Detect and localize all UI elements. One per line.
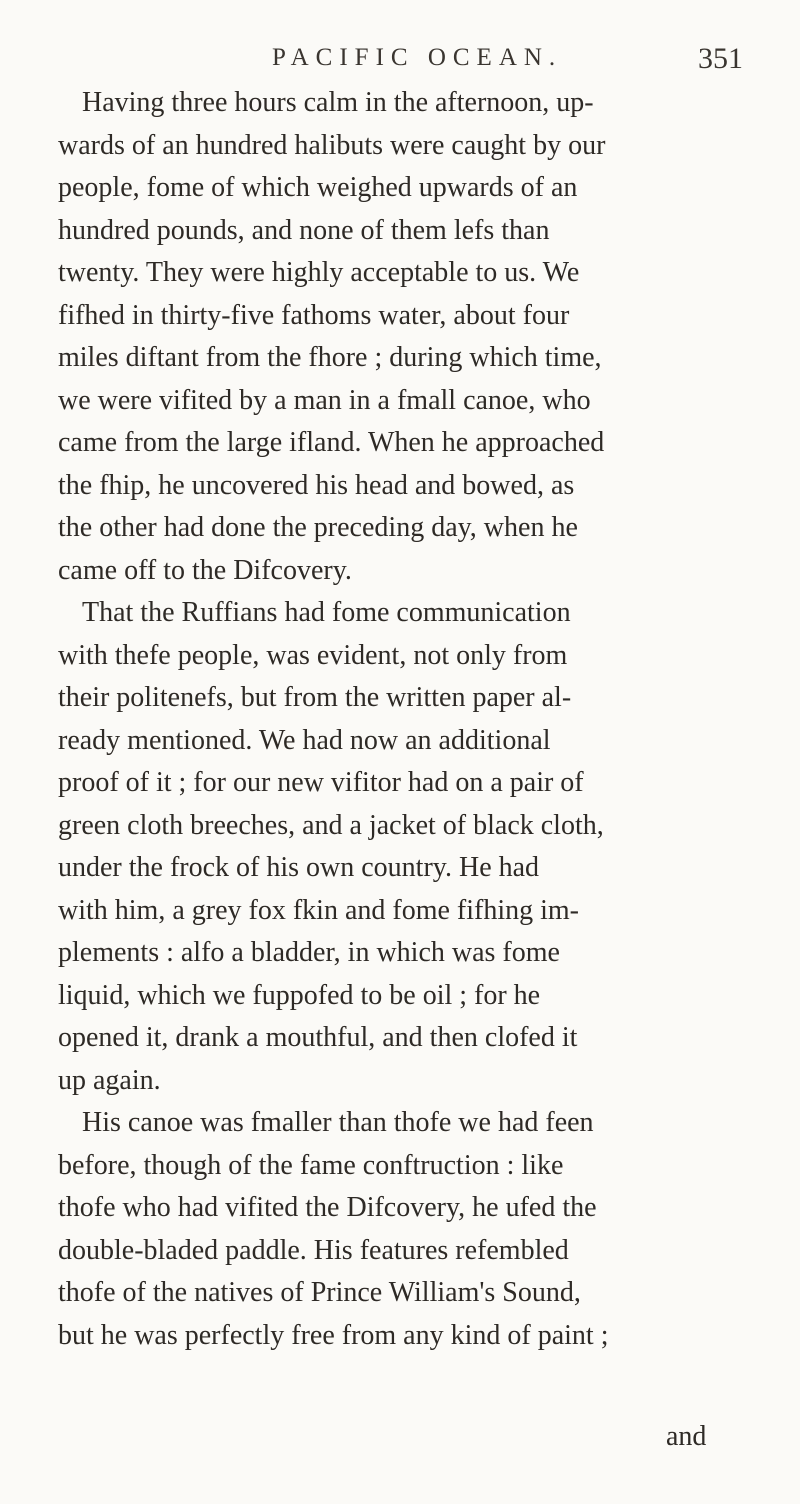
text-line: the other had done the preceding day, when he: [58, 512, 578, 543]
text-line: under the frock of his own country. He had: [58, 852, 540, 883]
text-line: plements : alfo a bladder, in which was fome: [58, 937, 560, 968]
page-number: 351: [698, 42, 743, 75]
text-line: opened it, drank a mouthful, and then clofed it: [58, 1022, 578, 1053]
text-line: That the Ruffians had fome communication: [82, 597, 571, 628]
text-line: people, fome of which weighed upwards of an: [58, 172, 578, 203]
text-line: His canoe was fmaller than thofe we had feen: [82, 1107, 594, 1138]
text-line: hundred pounds, and none of them lefs than: [58, 214, 550, 246]
text-line: came off to the Difcovery.: [58, 554, 352, 586]
text-line: wards of an hundred halibuts were caught by our: [58, 129, 606, 161]
text-line: their politenefs, but from the written paper al-: [58, 682, 572, 713]
text-line: thofe of the natives of Prince William's Sound,: [58, 1277, 581, 1308]
text-line: with him, a grey fox fkin and fome fifhing im-: [58, 894, 579, 926]
text-line: thofe who had vifited the Difcovery, he ufed the: [58, 1192, 597, 1223]
text-line: came from the large ifland. When he approached: [58, 427, 605, 458]
text-line: ready mentioned. We had now an additional: [58, 724, 551, 756]
text-line: we were vifited by a man in a fmall canoe, who: [58, 384, 591, 416]
text-line: with thefe people, was evident, not only from: [58, 639, 568, 671]
text-line: twenty. They were highly acceptable to us. We: [58, 257, 580, 288]
text-line: fifhed in thirty-five fathoms water, about four: [58, 299, 570, 331]
text-line: proof of it ; for our new vifitor had on a pair of: [58, 767, 584, 798]
text-line: before, though of the fame conftruction : like: [58, 1149, 564, 1181]
text-line: green cloth breeches, and a jacket of black cloth,: [58, 809, 604, 841]
text-line: double-bladed paddle. His features refembled: [58, 1234, 569, 1266]
text-line: miles diftant from the fhore ; during which time,: [58, 342, 602, 373]
text-line: the fhip, he uncovered his head and bowed, as: [58, 469, 575, 501]
body-text: [58, 82, 718, 1357]
catchword: and: [666, 1421, 707, 1452]
text-line: Having three hours calm in the afternoon, up-: [82, 87, 594, 118]
text-line: up again.: [58, 1064, 161, 1096]
text-line: but he was perfectly free from any kind of paint ;: [58, 1319, 609, 1351]
text-line: liquid, which we fuppofed to be oil ; for he: [58, 979, 541, 1011]
running-head: PACIFIC OCEAN.: [272, 44, 563, 71]
